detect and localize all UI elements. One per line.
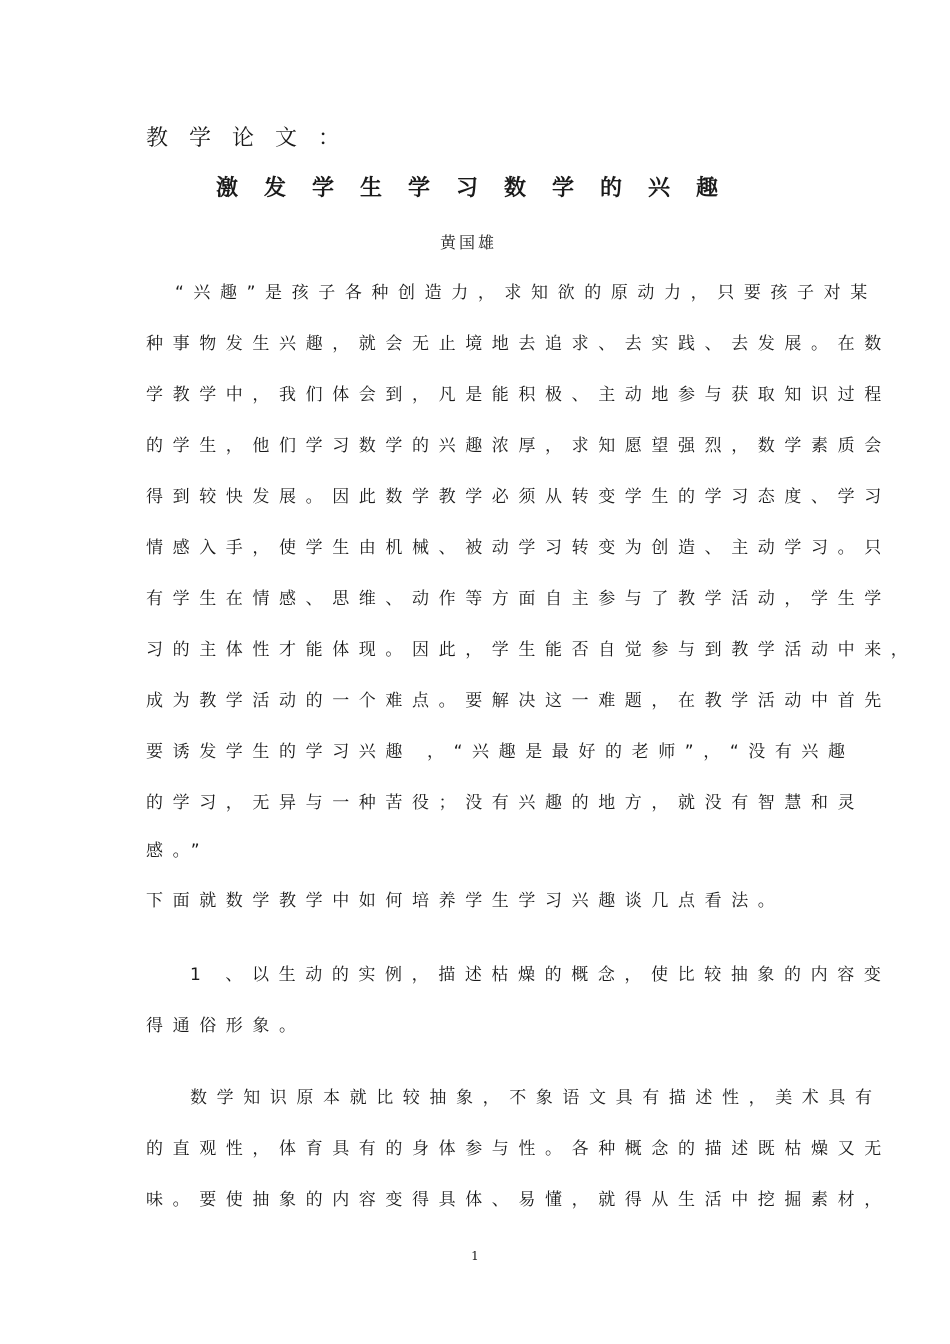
paragraph-line: 成为教学活动的一个难点。要解决这一难题，在教学活动中首先 — [146, 691, 891, 711]
document-label: 教学论文： — [146, 126, 362, 151]
paragraph-line: 感。” — [146, 841, 210, 861]
section-heading-line: 1 、以生动的实例，描述枯燥的概念，使比较抽象的内容变 — [190, 965, 891, 985]
paragraph-line: 数学知识原本就比较抽象，不象语文具有描述性，美术具有 — [190, 1088, 882, 1108]
paragraph-line: 味。要使抽象的内容变得具体、易懂，就得从生活中挖掘素材， — [146, 1190, 891, 1210]
document-title: 激发学生学习数学的兴趣 — [216, 176, 745, 201]
paragraph-line: 的学习，无异与一种苦役；没有兴趣的地方，就没有智慧和灵 — [146, 793, 865, 813]
paragraph-line: 的学生，他们学习数学的兴趣浓厚，求知愿望强烈，数学素质会 — [146, 436, 891, 456]
section-heading-line: 得通俗形象。 — [146, 1016, 306, 1036]
paragraph-line: 学教学中，我们体会到，凡是能积极、主动地参与获取知识过程 — [146, 385, 891, 405]
paragraph-line: 种事物发生兴趣，就会无止境地去追求、去实践、去发展。在数 — [146, 334, 891, 354]
paragraph-line: 习的主体性才能体现。因此，学生能否自觉参与到教学活动中来， — [146, 640, 918, 660]
author-name: 黄国雄 — [440, 233, 498, 252]
paragraph-line: 的直观性，体育具有的身体参与性。各种概念的描述既枯燥又无 — [146, 1139, 891, 1159]
paragraph-line: “兴趣”是孩子各种创造力，求知欲的原动力，只要孩子对某 — [175, 283, 877, 303]
paragraph-line: 有学生在情感、思维、动作等方面自主参与了教学活动，学生学 — [146, 589, 891, 609]
paragraph-line: 得到较快发展。因此数学教学必须从转变学生的学习态度、学习 — [146, 487, 891, 507]
paragraph-line: 下面就数学教学中如何培养学生学习兴趣谈几点看法。 — [146, 891, 785, 911]
paragraph-line: 要诱发学生的学习兴趣 ，“兴趣是最好的老师”，“没有兴趣 — [146, 742, 855, 762]
paragraph-line: 情感入手，使学生由机械、被动学习转变为创造、主动学习。只 — [146, 538, 891, 558]
page-number: 1 — [471, 1249, 479, 1263]
